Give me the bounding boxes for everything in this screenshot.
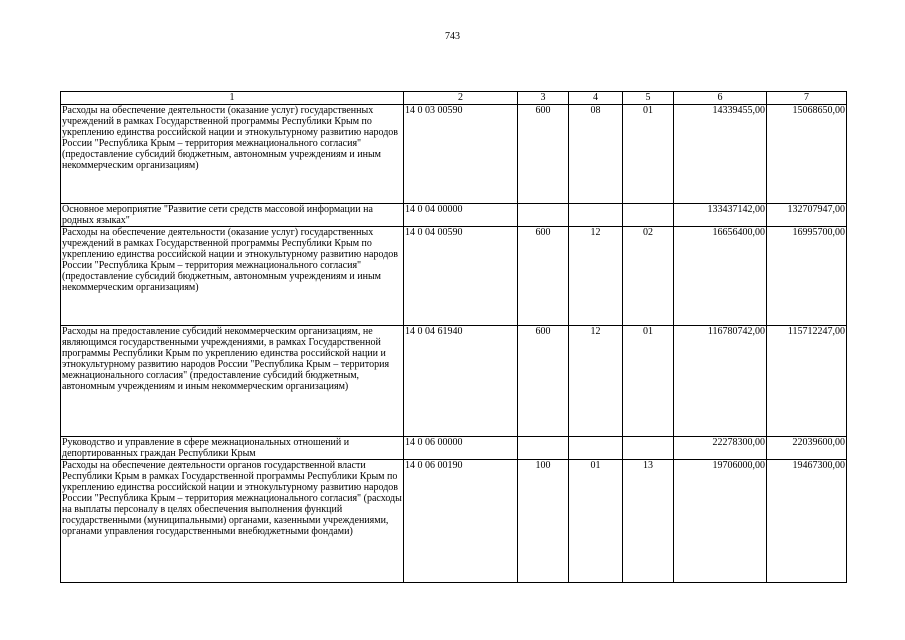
table-row (61, 227, 847, 326)
row-subsection: 01 (623, 105, 674, 204)
row-name: Расходы на обеспечение деятельности органов государственной власти Республики Крым в рамках Государственной программы Республики Крым по укреплению единства российской нации и этнокультурному развитию народов России "Республика Крым – территория межнационального согласия" (расходы на выплаты персоналу в целях обеспечения выполнения функций государственными (муниципальными) органами, казенными учреждениями, органами управления государственными внебюджетными фондами) (61, 460, 404, 583)
row-expense-type: 600 (518, 105, 569, 204)
row-section: 08 (569, 105, 623, 204)
table-row (61, 204, 847, 227)
table-row (61, 326, 847, 437)
row-amount-2: 115712247,00 (767, 326, 847, 437)
row-section: 01 (569, 460, 623, 583)
row-name: Расходы на предоставление субсидий некоммерческим организациям, не являющимся государственными учреждениями, в рамках Государственной программы Республики Крым по укреплению единства российской нации и этнокультурному развитию народов России "Республика Крым – территория межнационального согласия" (предоставление субсидий бюджетным, автономным учреждениям и иным некоммерческим организациям) (61, 326, 404, 437)
row-name: Основное мероприятие "Развитие сети средств массовой информации на родных языках" (61, 204, 404, 227)
row-amount-1: 16656400,00 (674, 227, 767, 326)
page-number: 743 (445, 31, 460, 42)
row-amount-1: 19706000,00 (674, 460, 767, 583)
row-code: 14 0 03 00590 (404, 105, 518, 204)
row-section: 12 (569, 227, 623, 326)
column-header: 1 (61, 92, 404, 105)
row-subsection: 02 (623, 227, 674, 326)
row-subsection (623, 437, 674, 460)
row-code: 14 0 06 00000 (404, 437, 518, 460)
row-amount-1: 14339455,00 (674, 105, 767, 204)
row-code: 14 0 04 00590 (404, 227, 518, 326)
column-header: 2 (404, 92, 518, 105)
row-expense-type (518, 437, 569, 460)
row-name: Расходы на обеспечение деятельности (оказание услуг) государственных учреждений в рамках Государственной программы Республики Крым по укреплению единства российской нации и этнокультурному развитию народов России "Республика Крым – территория межнационального согласия" (предоставление субсидий бюджетным, автономным учреждениям и иным некоммерческим организациям) (61, 105, 404, 204)
row-amount-2: 19467300,00 (767, 460, 847, 583)
row-amount-2: 132707947,00 (767, 204, 847, 227)
table-row (61, 460, 847, 583)
row-amount-2: 22039600,00 (767, 437, 847, 460)
row-section: 12 (569, 326, 623, 437)
column-header: 4 (569, 92, 623, 105)
row-section (569, 437, 623, 460)
row-expense-type: 600 (518, 326, 569, 437)
row-code: 14 0 04 61940 (404, 326, 518, 437)
row-amount-2: 16995700,00 (767, 227, 847, 326)
row-code: 14 0 04 00000 (404, 204, 518, 227)
row-name: Руководство и управление в сфере межнациональных отношений и депортированных граждан Республики Крым (61, 437, 404, 460)
budget-table (60, 91, 847, 583)
table-row (61, 105, 847, 204)
row-subsection (623, 204, 674, 227)
row-name: Расходы на обеспечение деятельности (оказание услуг) государственных учреждений в рамках Государственной программы Республики Крым по укреплению единства российской нации и этнокультурному развитию народов России "Республика Крым – территория межнационального согласия" (предоставление субсидий бюджетным, автономным учреждениям и иным некоммерческим организациям) (61, 227, 404, 326)
row-expense-type (518, 204, 569, 227)
column-header: 3 (518, 92, 569, 105)
row-code: 14 0 06 00190 (404, 460, 518, 583)
row-amount-1: 116780742,00 (674, 326, 767, 437)
column-header: 6 (674, 92, 767, 105)
column-header: 7 (767, 92, 847, 105)
row-section (569, 204, 623, 227)
row-expense-type: 600 (518, 227, 569, 326)
table-row (61, 437, 847, 460)
header-row (61, 92, 847, 105)
row-subsection: 01 (623, 326, 674, 437)
row-amount-1: 22278300,00 (674, 437, 767, 460)
row-subsection: 13 (623, 460, 674, 583)
row-expense-type: 100 (518, 460, 569, 583)
row-amount-1: 133437142,00 (674, 204, 767, 227)
column-header: 5 (623, 92, 674, 105)
row-amount-2: 15068650,00 (767, 105, 847, 204)
